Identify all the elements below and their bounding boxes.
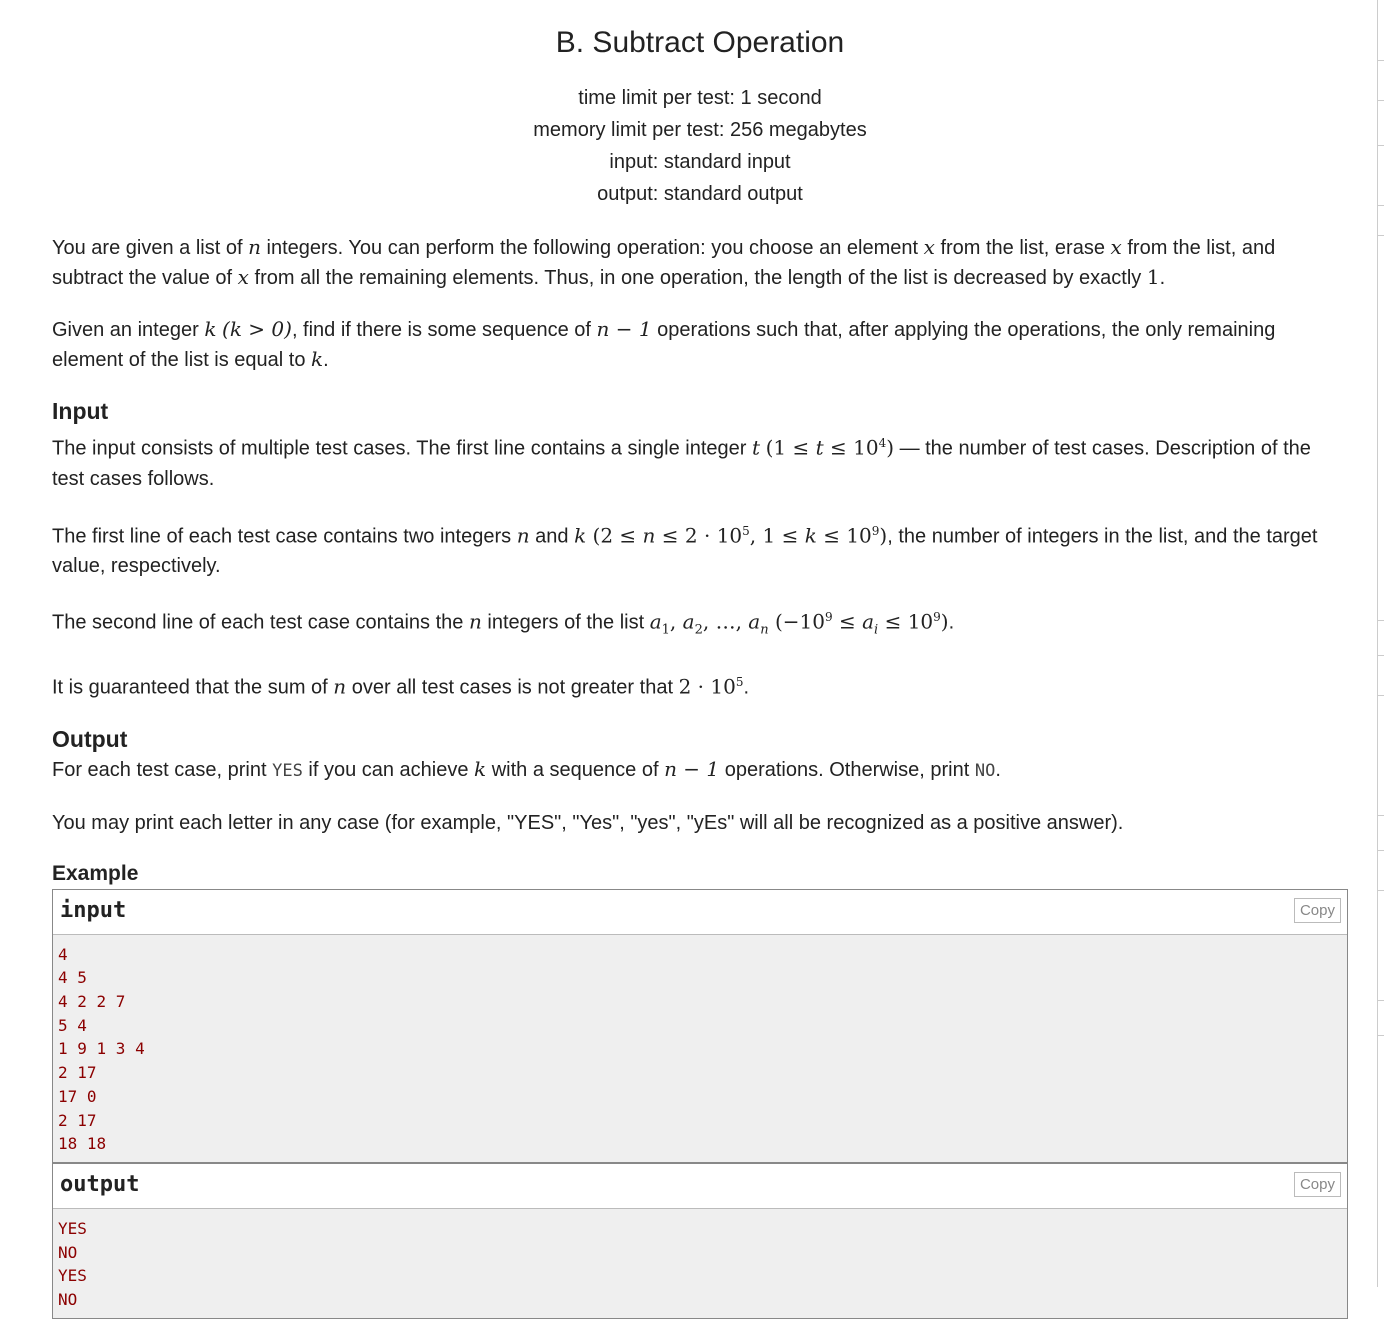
sidebar-divider (1378, 695, 1384, 696)
input-file: input: standard input (609, 151, 791, 173)
memory-limit: memory limit per test: 256 megabytes (533, 119, 867, 141)
sidebar-divider (1378, 620, 1384, 621)
sidebar-divider (1378, 655, 1384, 656)
sidebar-divider (1378, 1035, 1384, 1036)
sample-tests (52, 862, 1348, 1319)
sidebar-divider (1378, 850, 1384, 851)
output-paragraph: For each test case, print YES if you can achieve k with a sequence of n − 1 operations. Otherwise, print NO. (52, 756, 1001, 781)
example-title: Example (52, 861, 139, 885)
input-paragraph: It is guaranteed that the sum of n over all test cases is not greater that $2 \cdot 10^5$. (52, 674, 750, 699)
sidebar-divider (1378, 1000, 1384, 1001)
sample-input-content (53, 935, 1347, 1162)
sample-output (52, 1163, 1348, 1319)
sample-input-line: 4 (58, 944, 68, 964)
input-paragraph: The input consists of multiple test cases. The first line contains a single integer t $(1 \le t \le 10^4)$ — the number of test cases. Description of the test cases follows. (52, 435, 1311, 490)
sample-output-line: NO (58, 1290, 78, 1310)
sample-output-content (53, 1209, 1347, 1318)
problem-title: B. Subtract Operation (555, 26, 845, 59)
input-paragraph: The first line of each test case contains two integers n and k ($2 \le n \le 2 \cdot 10^5$, $1 \le k \le 10^9$), the number of integers in the list, and the target value, respectively. (52, 523, 1318, 578)
sample-input-header (53, 890, 1347, 935)
output-section-title: Output (52, 725, 128, 752)
sample-input-line: 2 17 (58, 1110, 97, 1130)
sidebar-divider (1378, 100, 1384, 101)
copy-input-button[interactable]: Copy (1294, 898, 1341, 923)
sample-output-label: output (60, 1171, 140, 1197)
problem-header (52, 26, 1348, 210)
time-limit: time limit per test: 1 second (578, 87, 822, 109)
sidebar-divider (1378, 60, 1384, 61)
sidebar-divider (1378, 815, 1384, 816)
legend-paragraph: Given an integer k (k > 0), find if there is some sequence of n − 1 operations such that, after applying the operations, the only remaining element of the list is equal to k. (52, 317, 1276, 371)
copy-output-button[interactable]: Copy (1294, 1172, 1341, 1197)
output-specification (52, 725, 1348, 838)
sample-input-line: 2 17 (58, 1063, 97, 1083)
input-specification (52, 397, 1348, 703)
sample-output-line: YES (58, 1266, 87, 1286)
sidebar-divider (1378, 145, 1384, 146)
sample-output-line: NO (58, 1242, 78, 1262)
sidebar-divider (1378, 890, 1384, 891)
sample-input-line: 18 18 (58, 1134, 107, 1154)
sample-input-line: 4 5 (58, 968, 87, 988)
sample-input-line: 1 9 1 3 4 (58, 1039, 145, 1059)
sidebar-divider (1378, 235, 1384, 236)
output-paragraph: You may print each letter in any case (for example, "YES", "Yes", "yes", "yEs" will all be recognized as a positive answer). (52, 811, 1124, 834)
sample-input (52, 889, 1348, 1163)
sample-input-line: 5 4 (58, 1015, 87, 1035)
sample-input-line: 17 0 (58, 1086, 97, 1106)
legend-paragraph: You are given a list of n integers. You can perform the following operation: you choose an element x from the list, erase x from the list, and subtract the value of x from all the remaining elements. Thus, in one operation, the length of the list is decreased by exactly 1. (52, 235, 1276, 289)
input-section-title: Input (52, 398, 109, 424)
legend (52, 233, 1348, 375)
sidebar-edge (1377, 0, 1384, 1287)
sample-input-label: input (60, 897, 127, 923)
sidebar-divider (1378, 205, 1384, 206)
sample-output-line: YES (58, 1218, 87, 1238)
sample-output-header (53, 1163, 1347, 1209)
input-paragraph: The second line of each test case contains the n integers of the list $a_1$, $a_2$, …, $a_n$ $(-10^9 \le a_i \le 10^9)$. (52, 609, 955, 638)
sample-input-line: 4 2 2 7 (58, 992, 126, 1012)
problem-statement (52, 0, 1348, 1319)
output-file: output: standard output (597, 183, 803, 205)
